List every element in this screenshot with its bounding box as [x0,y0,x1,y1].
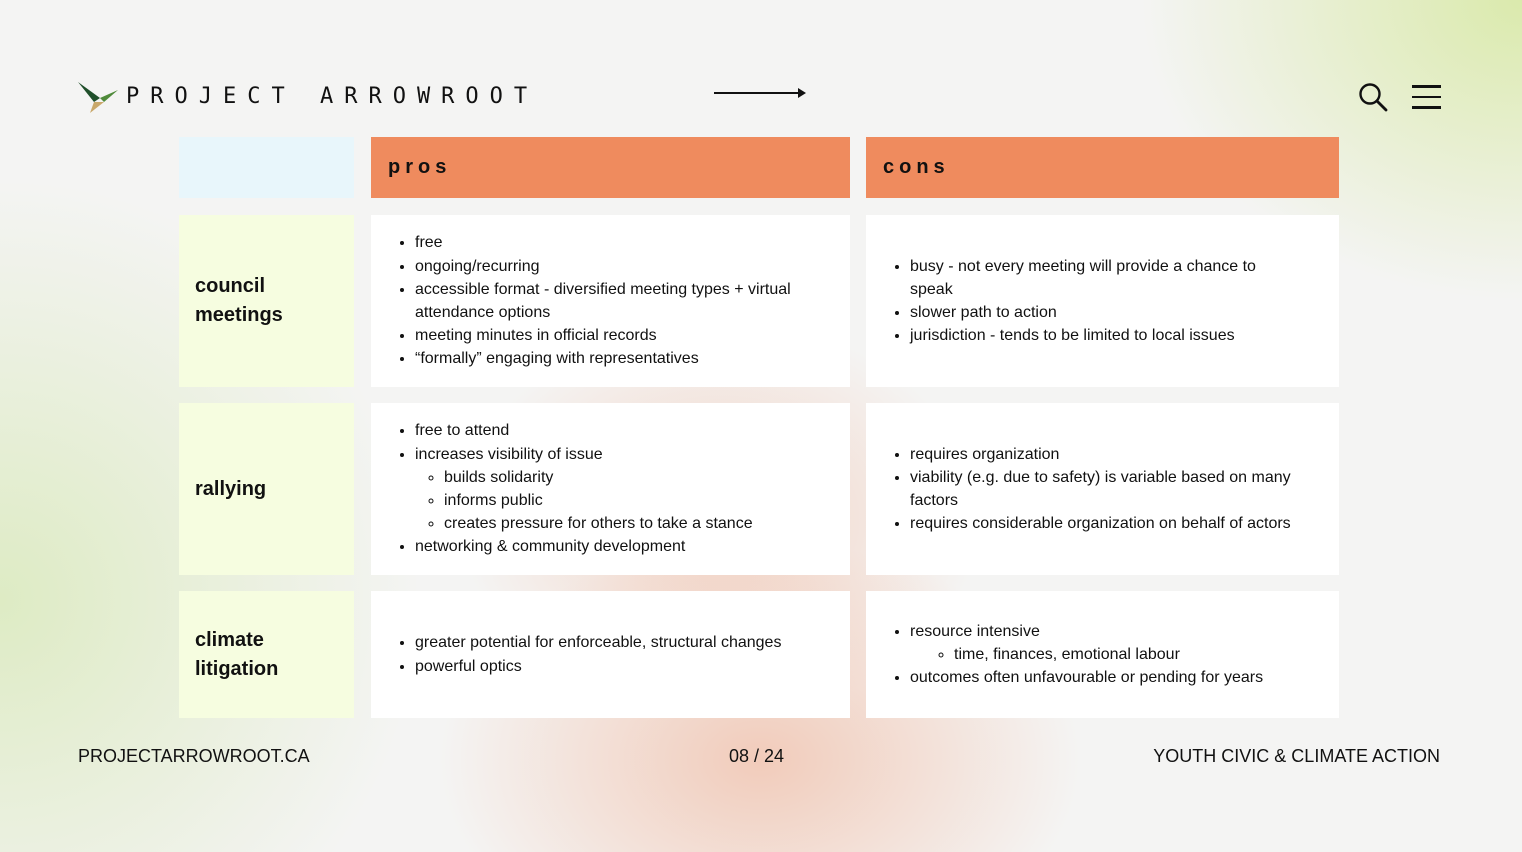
sub-list-item: ◦ time, finances, emotional labour [954,643,1245,666]
row-label-council-meetings: council meetings [179,215,354,387]
council-meetings-pros [371,215,850,387]
list-item: • resource intensive ◦ time, finances, emotional labour [910,620,1263,666]
rallying-cons [866,403,1339,575]
climate-litigation-pros [371,591,850,718]
list-item: • free [415,231,850,254]
page-number: 08 / 24 [729,746,785,766]
arrowroot-logo-icon[interactable] [78,80,118,114]
row-label-climate-litigation: climate litigation [179,591,354,718]
list-item: • outcomes often unfavourable or pending for years [910,666,1263,689]
cons-column-header: cons [866,137,1339,198]
list-item: • greater potential for enforceable, structural changes [415,631,781,654]
list-item: • networking & community development [415,535,753,558]
sub-list-item: ◦ creates pressure for others to take a stance [444,512,753,535]
sub-list-item: ◦ builds solidarity [444,466,753,489]
list-item: • requires considerable organization on behalf of actors [910,512,1321,535]
list-item: • busy - not every meeting will provide a chance to speak [910,255,1289,301]
list-item: • “formally” engaging with representatives [415,347,850,370]
sub-list-item: ◦ informs public [444,489,753,512]
table-corner-cell [179,137,354,198]
climate-litigation-cons [866,591,1339,718]
list-item: • meeting minutes in official records [415,324,850,347]
list-item: • jurisdiction - tends to be limited to local issues [910,324,1289,347]
list-item: • powerful optics [415,655,781,678]
footer-website-link[interactable]: PROJECTARROWROOT.CA [78,746,310,766]
council-meetings-cons [866,215,1339,387]
hamburger-menu-icon[interactable] [1412,84,1442,110]
list-item: • ongoing/recurring [415,255,850,278]
arrow-head [798,88,806,98]
brand-name[interactable]: PROJECT ARROWROOT [126,84,539,109]
list-item: • free to attend [415,419,753,442]
list-item: • increases visibility of issue ◦ builds solidarity ◦ informs public ◦ creates pressure for others to take a stance [415,443,753,536]
footer-section-title: YOUTH CIVIC & CLIMATE ACTION [1153,746,1440,766]
row-label-rallying: rallying [179,403,354,575]
list-item: • requires organization [910,443,1321,466]
search-icon[interactable] [1358,82,1388,112]
list-item: • viability (e.g. due to safety) is variable based on many factors [910,466,1321,512]
list-item: • accessible format - diversified meeting types + virtual attendance options [415,278,850,324]
right-arrow-icon [714,92,804,94]
pros-column-header: pros [371,137,850,198]
rallying-pros [371,403,850,575]
list-item: • slower path to action [910,301,1289,324]
